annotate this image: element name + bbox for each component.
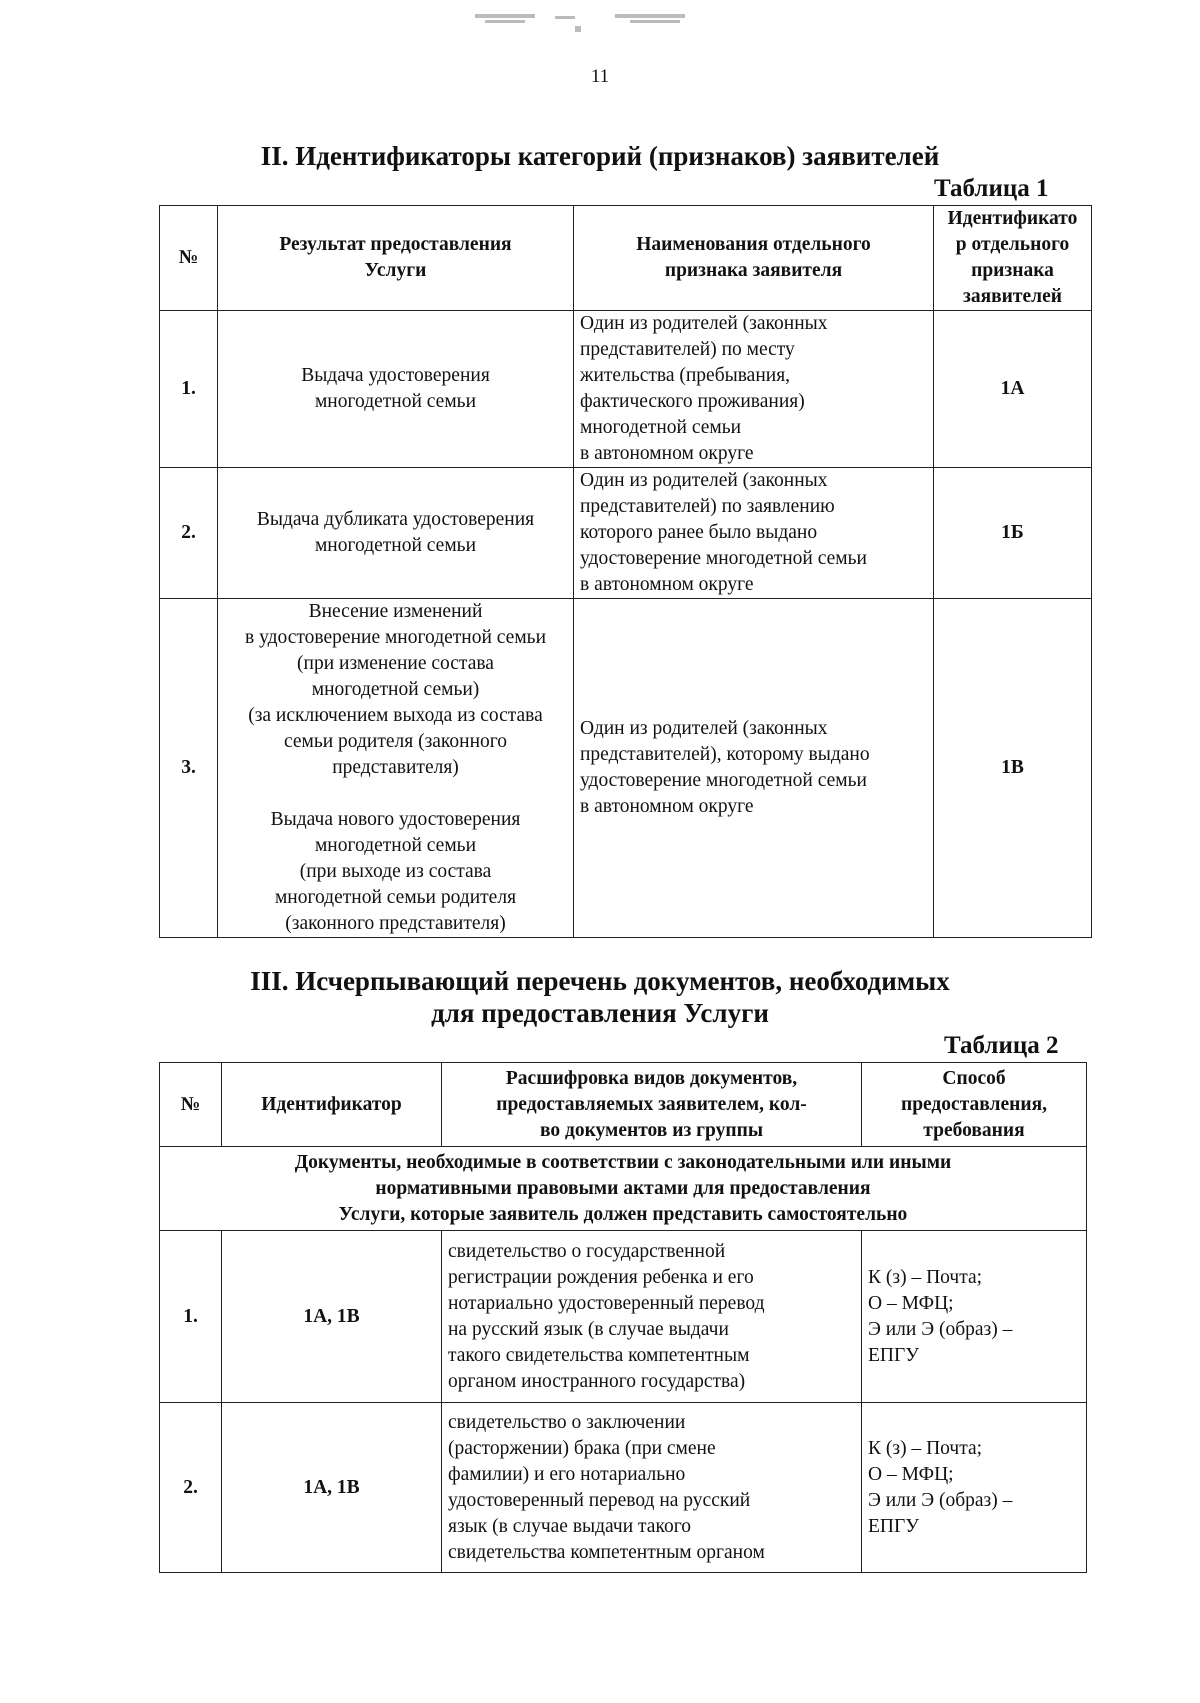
page-number: 11	[590, 66, 610, 87]
header-text: р отдельного	[955, 234, 1070, 255]
header-id	[934, 206, 1092, 311]
cell-text: О – МФЦ;	[868, 1292, 954, 1314]
blank-line	[224, 781, 567, 807]
header-text: Результат предоставления	[279, 234, 512, 255]
header-text: Идентификато	[947, 208, 1078, 229]
group-header-text: Документы, необходимые в соответствии с законодательными или иными	[294, 1151, 952, 1173]
cell-text: свидетельство о заключении	[448, 1411, 686, 1433]
cell-text: свидетельства компетентным органом	[448, 1541, 765, 1563]
cell-text: представителей) по заявлению	[580, 496, 835, 517]
row-result	[218, 468, 574, 599]
table-2-header-row	[160, 1063, 1087, 1147]
cell-text: семьи родителя (законного	[283, 731, 508, 752]
table-1-label: Таблица 1	[934, 175, 1049, 202]
row-result	[218, 311, 574, 468]
row-result	[218, 599, 574, 938]
cell-text: язык (в случае выдачи такого	[448, 1515, 691, 1537]
row-id: 1А	[934, 311, 1092, 468]
table-1	[159, 205, 1092, 938]
row-method	[862, 1231, 1087, 1403]
cell-text: многодетной семьи	[314, 535, 477, 556]
table-row	[160, 311, 1092, 468]
group-header	[160, 1147, 1087, 1231]
header-text: предоставляемых заявителем, кол-	[496, 1093, 807, 1115]
header-text: Наименования отдельного	[636, 234, 871, 255]
cell-text: (законного представителя)	[285, 913, 506, 934]
cell-text: Внесение изменений	[308, 601, 483, 622]
header-method	[862, 1063, 1087, 1147]
section-3-title-line: III. Исчерпывающий перечень документов, необходимых	[250, 966, 950, 996]
cell-text: органом иностранного государства)	[448, 1370, 746, 1392]
cell-text: на русский язык (в случае выдачи	[448, 1318, 729, 1340]
header-text: во документов из группы	[539, 1119, 764, 1141]
cell-text: фамилии) и его нотариально	[448, 1463, 686, 1485]
table-row	[160, 468, 1092, 599]
cell-text: свидетельство о государственной	[448, 1240, 726, 1262]
cell-text: такого свидетельства компетентным	[448, 1344, 750, 1366]
row-identifier: 1А, 1В	[222, 1403, 442, 1573]
cell-text: в удостоверение многодетной семьи	[244, 627, 547, 648]
cell-text: К (з) – Почта;	[868, 1437, 983, 1459]
header-result	[218, 206, 574, 311]
cell-text: в автономном округе	[580, 796, 754, 817]
row-description	[442, 1231, 862, 1403]
cell-text: удостоверение многодетной семьи	[580, 770, 867, 791]
header-identifier: Идентификатор	[222, 1063, 442, 1147]
header-text: предоставления,	[900, 1093, 1048, 1115]
row-num: 1.	[160, 1231, 222, 1403]
cell-text: Э или Э (образ) –	[868, 1318, 1013, 1340]
cell-text: многодетной семьи)	[311, 679, 480, 700]
table-2-label: Таблица 2	[944, 1032, 1059, 1059]
cell-text: (при выходе из состава	[299, 861, 492, 882]
row-name	[574, 599, 934, 938]
row-num: 2.	[160, 468, 218, 599]
section-3-title-line: для предоставления Услуги	[431, 998, 769, 1028]
group-header-row	[160, 1147, 1087, 1231]
header-text: Услуги	[364, 260, 427, 281]
section-2-title: II. Идентификаторы категорий (признаков) заявителей	[260, 141, 940, 171]
cell-text: Выдача удостоверения	[301, 365, 490, 386]
header-text: заявителей	[963, 286, 1062, 307]
row-description	[442, 1403, 862, 1573]
cell-text: многодетной семьи	[314, 835, 477, 856]
section-3-title	[0, 965, 1200, 1029]
cell-text: нотариально удостоверенный перевод	[448, 1292, 765, 1314]
header-text: признака заявителя	[664, 260, 843, 281]
cell-text: (расторжении) брака (при смене	[448, 1437, 716, 1459]
cell-text: Один из родителей (законных	[580, 718, 828, 739]
cell-text: фактического проживания)	[580, 391, 805, 412]
cell-text: О – МФЦ;	[868, 1463, 954, 1485]
table-row	[160, 599, 1092, 938]
group-header-text: Услуги, которые заявитель должен представить самостоятельно	[338, 1203, 908, 1225]
header-num: №	[160, 206, 218, 311]
group-header-text: нормативными правовыми актами для предоставления	[375, 1177, 871, 1199]
row-num: 2.	[160, 1403, 222, 1573]
table-row	[160, 1403, 1087, 1573]
cell-text: представителей) по месту	[580, 339, 795, 360]
header-text: Способ	[942, 1067, 1006, 1089]
table-row	[160, 1231, 1087, 1403]
cell-text: (за исключением выхода из состава	[248, 705, 543, 726]
cell-text: многодетной семьи	[580, 417, 742, 438]
cell-text: (при изменение состава	[297, 653, 494, 674]
table-1-header-row	[160, 206, 1092, 311]
row-id: 1В	[934, 599, 1092, 938]
cell-text: жительства (пребывания,	[580, 365, 791, 386]
cell-text: в автономном округе	[580, 443, 754, 464]
header-num: №	[160, 1063, 222, 1147]
row-num: 1.	[160, 311, 218, 468]
cell-text: в автономном округе	[580, 574, 754, 595]
cell-text: удостоверение многодетной семьи	[580, 548, 867, 569]
header-description	[442, 1063, 862, 1147]
cell-text: Э или Э (образ) –	[868, 1489, 1013, 1511]
cell-text: которого ранее было выдано	[580, 522, 818, 543]
row-name	[574, 311, 934, 468]
header-text: признака	[971, 260, 1054, 281]
header-text: требования	[923, 1119, 1025, 1141]
cell-text: регистрации рождения ребенка и его	[448, 1266, 754, 1288]
scan-artifact	[455, 6, 755, 34]
cell-text: Один из родителей (законных	[580, 470, 828, 491]
row-num: 3.	[160, 599, 218, 938]
table-2	[159, 1062, 1087, 1573]
row-method	[862, 1403, 1087, 1573]
header-name	[574, 206, 934, 311]
cell-text: Выдача дубликата удостоверения	[256, 509, 535, 530]
row-identifier: 1А, 1В	[222, 1231, 442, 1403]
cell-text: ЕПГУ	[868, 1515, 920, 1537]
cell-text: Выдача нового удостоверения	[270, 809, 521, 830]
cell-text: многодетной семьи родителя	[274, 887, 517, 908]
row-name	[574, 468, 934, 599]
cell-text: ЕПГУ	[868, 1344, 920, 1366]
header-text: Расшифровка видов документов,	[505, 1067, 798, 1089]
row-id: 1Б	[934, 468, 1092, 599]
cell-text: представителя)	[332, 757, 459, 778]
cell-text: удостоверенный перевод на русский	[448, 1489, 751, 1511]
cell-text: представителей), которому выдано	[580, 744, 870, 765]
cell-text: многодетной семьи	[314, 391, 477, 412]
cell-text: К (з) – Почта;	[868, 1266, 983, 1288]
cell-text: Один из родителей (законных	[580, 313, 828, 334]
